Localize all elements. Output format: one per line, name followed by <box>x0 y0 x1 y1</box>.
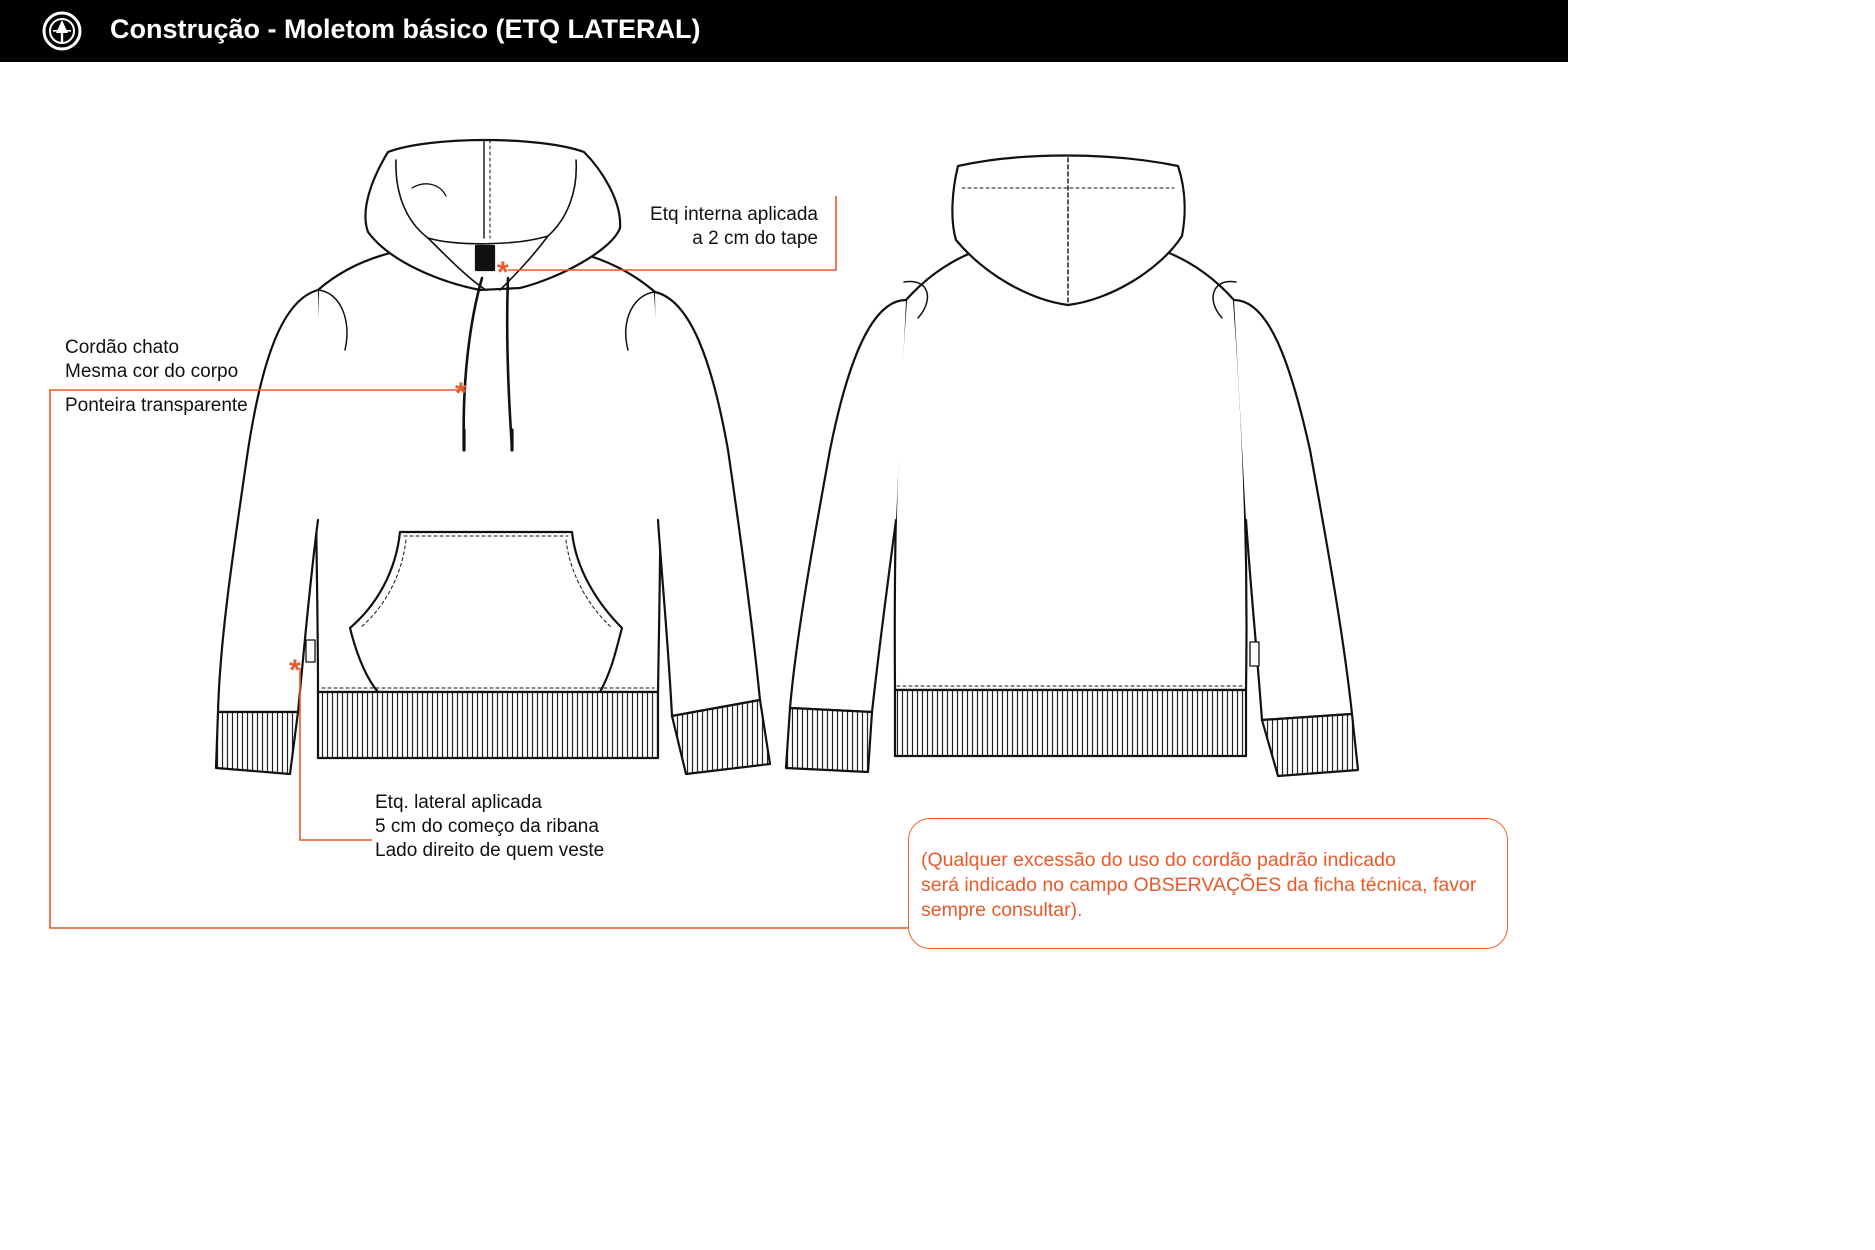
side-label-annotation <box>375 791 604 863</box>
back-view <box>786 156 1358 777</box>
annotation-line: Etq. lateral aplicada <box>375 792 542 813</box>
annotation-line: 5 cm do começo da ribana <box>375 816 599 837</box>
annotation-line: a 2 cm do tape <box>692 228 818 249</box>
annotation-line: Lado direito de quem veste <box>375 840 605 861</box>
note-text <box>921 848 1476 923</box>
annotation-line: Etq interna aplicada <box>650 204 818 225</box>
side-label-asterisk-icon: * <box>289 654 301 687</box>
annotation-line: Cordão chato <box>65 337 180 358</box>
annotation-line: Mesma cor do corpo <box>65 361 239 382</box>
inner-label-asterisk-icon: * <box>497 256 509 289</box>
annotation-line: Ponteira transparente <box>65 395 248 416</box>
inner-label-annotation <box>612 203 818 251</box>
drawcord-asterisk-icon: * <box>455 377 467 410</box>
note-line: será indicado no campo OBSERVAÇÕES da ficha técnica, favor <box>921 874 1477 896</box>
drawcord-annotation <box>65 336 248 418</box>
page-title: Construção - Moletom básico (ETQ LATERAL) <box>110 14 701 44</box>
note-line: (Qualquer excessão do uso do cordão padrão indicado <box>921 849 1396 871</box>
note-line: sempre consultar). <box>921 899 1083 921</box>
